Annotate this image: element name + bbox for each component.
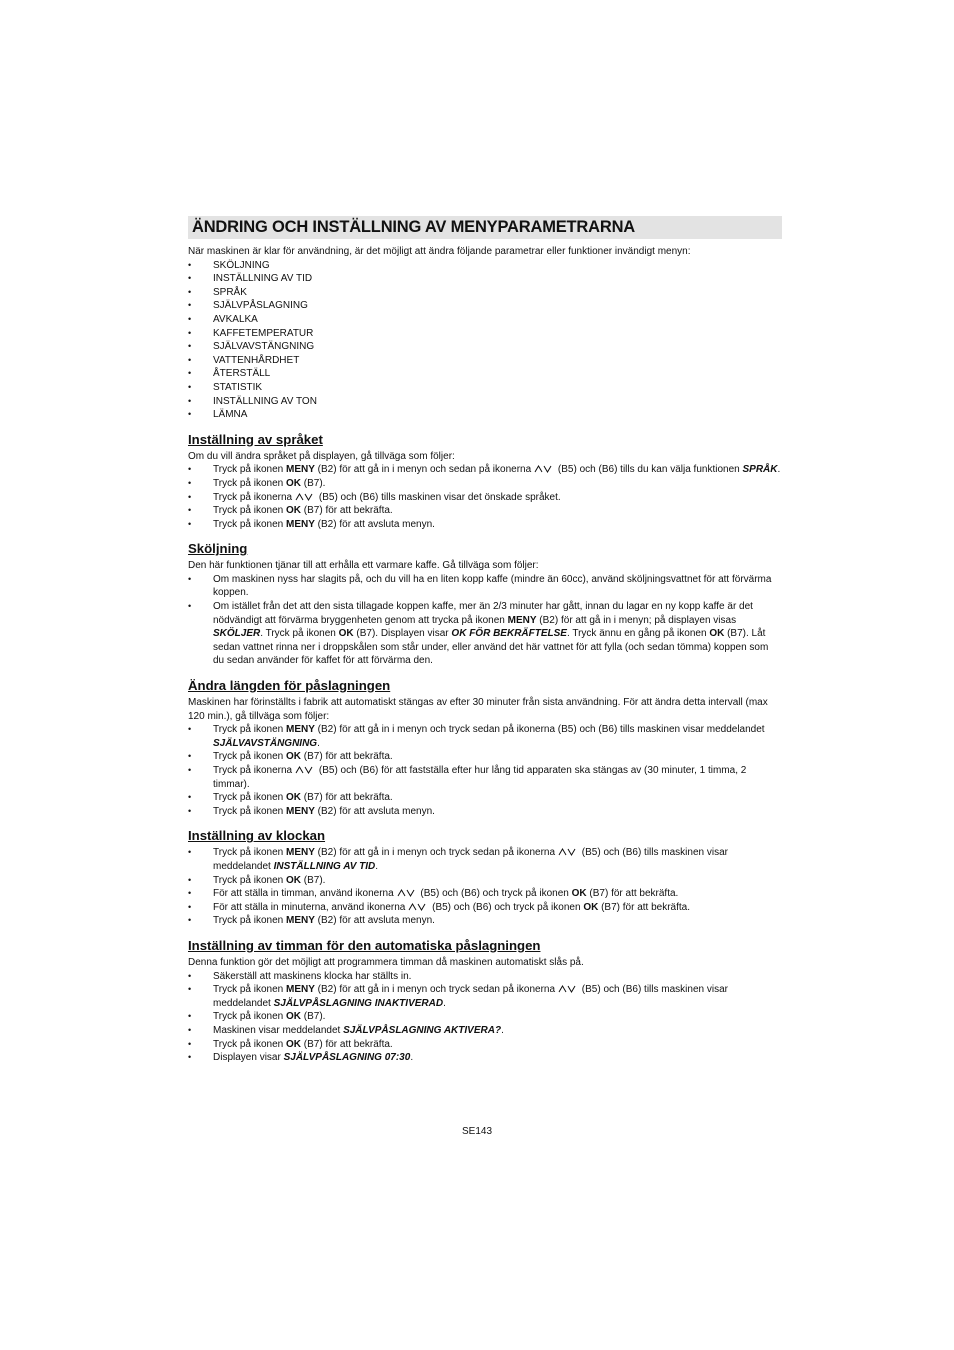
section-heading-auto-on: Inställning av timman för den automatiska påslagningen bbox=[188, 937, 541, 953]
list-item: • SKÖLJNING bbox=[188, 259, 782, 273]
page-content bbox=[188, 216, 782, 1065]
rinse-steps bbox=[188, 573, 782, 668]
list-item: • Om istället från det att den sista tillagade koppen kaffe, mer än 2/3 minuter har gått, innan du lagar en ny kopp kaffe är det nödvändigt att förvärma bryggenheten genom att trycka på ikonen MENY (B2) för att gå in i menyn; på displayen visas SKÖLJER. Tryck på ikonen OK (B7). Displayen visar OK FÖR BEKRÄFTELSE. Tryck ännu en gång på ikonen OK (B7). Låt sedan vattnet rinna ner i droppskålen som står under, eller använd det här vattnet för att fylla (och sedan tömma) koppen som du sedan använder för kaffet för att förvärma den. bbox=[188, 600, 782, 668]
list-item: • För att ställa in minuterna, använd ikonerna (B5) och (B6) och tryck på ikonen OK (B7) för att bekräfta. bbox=[188, 901, 782, 915]
list-item: • KAFFETEMPERATUR bbox=[188, 327, 782, 341]
list-item: • Tryck på ikonen MENY (B2) för att gå in i menyn och tryck sedan på ikonerna (B5) och (B6) tills maskinen visar meddelandet SJÄLVPÅSLAGNING INAKTIVERAD. bbox=[188, 983, 782, 1010]
auto-on-steps bbox=[188, 970, 782, 1065]
list-item: • Tryck på ikonerna (B5) och (B6) för att fastställa efter hur lång tid apparaten ska stängas av (30 minuter, 1 timma, 2 timmar). bbox=[188, 764, 782, 791]
up-down-arrows-icon bbox=[295, 766, 313, 774]
up-down-arrows-icon bbox=[397, 889, 415, 897]
clock-steps bbox=[188, 846, 782, 928]
list-item: • ÅTERSTÄLL bbox=[188, 367, 782, 381]
list-item: • AVKALKA bbox=[188, 313, 782, 327]
section-intro: Maskinen har förinställts i fabrik att automatiskt stängas av efter 30 minuter från sista användning. För att ändra detta intervall (max 120 min.), gå tillväga som följer: bbox=[188, 697, 768, 722]
list-item: • För att ställa in timman, använd ikonerna (B5) och (B6) och tryck på ikonen OK (B7) för att bekräfta. bbox=[188, 887, 782, 901]
page-number: SE143 bbox=[461, 1126, 493, 1137]
list-item: • Tryck på ikonerna (B5) och (B6) tills maskinen visar det önskade språket. bbox=[188, 491, 782, 505]
list-item: • Tryck på ikonen MENY (B2) för att avsluta menyn. bbox=[188, 518, 782, 532]
section-heading-rinse: Sköljning bbox=[188, 541, 248, 557]
list-item: • Tryck på ikonen OK (B7) för att bekräfta. bbox=[188, 504, 782, 518]
section-intro: Denna funktion gör det möjligt att programmera timman då maskinen automatiskt slås på. bbox=[188, 956, 584, 968]
section-heading-clock: Inställning av klockan bbox=[188, 828, 326, 844]
list-item: • Tryck på ikonen OK (B7) för att bekräfta. bbox=[188, 750, 782, 764]
list-item: • Tryck på ikonen OK (B7). bbox=[188, 874, 782, 888]
up-down-arrows-icon bbox=[558, 985, 576, 993]
list-item: • Tryck på ikonen OK (B7). bbox=[188, 477, 782, 491]
list-item: • Tryck på ikonen OK (B7). bbox=[188, 1010, 782, 1024]
section-heading-language: Inställning av språket bbox=[188, 431, 323, 447]
language-steps bbox=[188, 463, 782, 531]
section-intro: Om du vill ändra språket på displayen, gå tillväga som följer: bbox=[188, 450, 455, 462]
list-item: • INSTÄLLNING AV TID bbox=[188, 272, 782, 286]
list-item: • SJÄLVAVSTÄNGNING bbox=[188, 340, 782, 354]
auto-off-steps bbox=[188, 723, 782, 818]
list-item: • Om maskinen nyss har slagits på, och du vill ha en liten kopp kaffe (mindre än 60cc), använd sköljningsvattnet för att förvärma koppen. bbox=[188, 573, 782, 600]
list-item: • Tryck på ikonen OK (B7) för att bekräfta. bbox=[188, 791, 782, 805]
list-item: • Tryck på ikonen OK (B7) för att bekräfta. bbox=[188, 1038, 782, 1052]
list-item: • Tryck på ikonen MENY (B2) för att gå in i menyn och tryck sedan på ikonerna (B5) och (B6) tills maskinen visar meddelandet INSTÄLLNING AV TID. bbox=[188, 846, 782, 873]
intro-text: När maskinen är klar för användning, är det möjligt att ändra följande parametrar eller funktioner invändigt menyn: bbox=[188, 246, 691, 257]
list-item: • SPRÅK bbox=[188, 286, 782, 300]
up-down-arrows-icon bbox=[408, 903, 426, 911]
title-bar bbox=[188, 216, 782, 239]
list-item: • Tryck på ikonen MENY (B2) för att avsluta menyn. bbox=[188, 805, 782, 819]
list-item: • Tryck på ikonen MENY (B2) för att avsluta menyn. bbox=[188, 914, 782, 928]
section-heading-auto-off: Ändra längden för påslagningen bbox=[188, 678, 391, 694]
section-intro: Den här funktionen tjänar till att erhålla ett varmare kaffe. Gå tillväga som följer: bbox=[188, 560, 539, 572]
list-item: • LÄMNA bbox=[188, 408, 782, 422]
page-title: ÄNDRING OCH INSTÄLLNING AV MENYPARAMETRARNA bbox=[192, 218, 635, 236]
up-down-arrows-icon bbox=[534, 465, 552, 473]
list-item: • Tryck på ikonen MENY (B2) för att gå in i menyn och tryck sedan på ikonerna (B5) och (B6) tills maskinen visar meddelandet SJÄLVAVSTÄNGNING. bbox=[188, 723, 782, 750]
list-item: • Tryck på ikonen MENY (B2) för att gå in i menyn och sedan på ikonerna (B5) och (B6) tills du kan välja funktionen SPRÅK. bbox=[188, 463, 782, 477]
up-down-arrows-icon bbox=[558, 848, 576, 856]
list-item: • STATISTIK bbox=[188, 381, 782, 395]
list-item: • VATTENHÅRDHET bbox=[188, 354, 782, 368]
list-item: • Displayen visar SJÄLVPÅSLAGNING 07:30. bbox=[188, 1051, 782, 1065]
menu-items-list bbox=[188, 259, 782, 422]
list-item: • Maskinen visar meddelandet SJÄLVPÅSLAGNING AKTIVERA?. bbox=[188, 1024, 782, 1038]
list-item: • Säkerställ att maskinens klocka har ställts in. bbox=[188, 970, 782, 984]
up-down-arrows-icon bbox=[295, 493, 313, 501]
list-item: • INSTÄLLNING AV TON bbox=[188, 395, 782, 409]
list-item: • SJÄLVPÅSLAGNING bbox=[188, 299, 782, 313]
